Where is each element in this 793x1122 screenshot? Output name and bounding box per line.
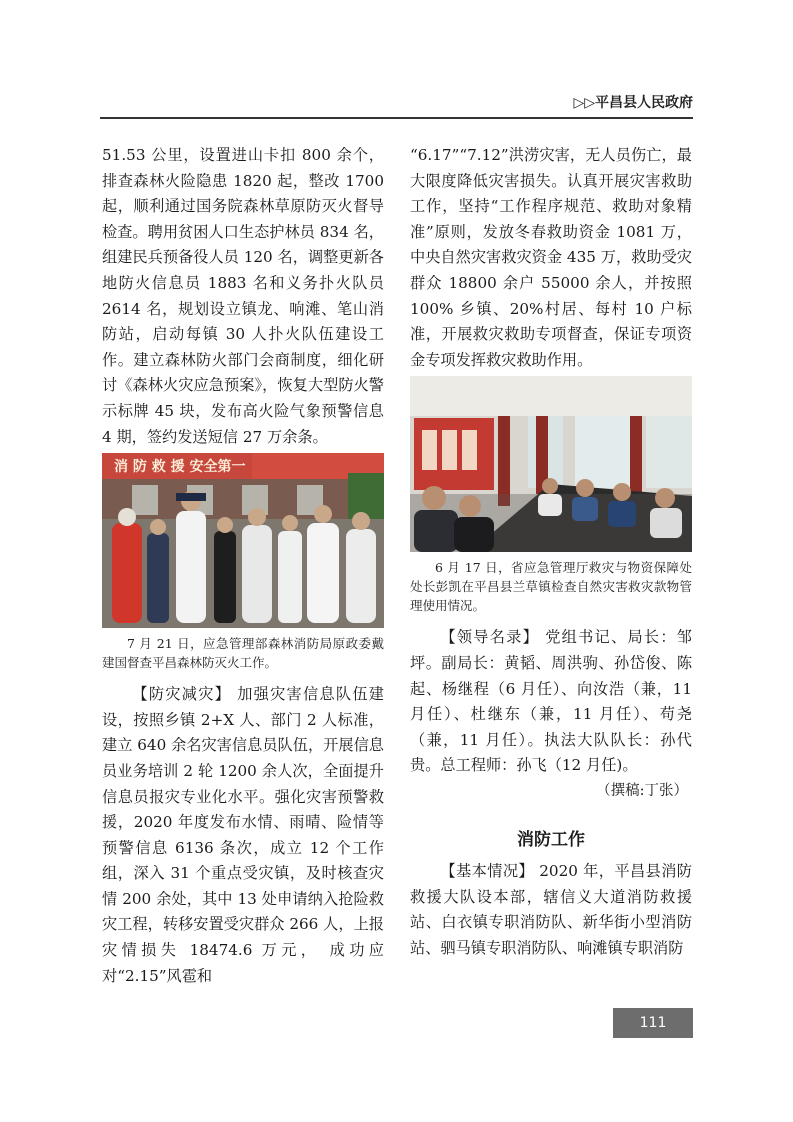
caption-fire-inspection: 7 月 21 日，应急管理部森林消防局原政委戴建国督查平昌森林防灭火工作。 [102,636,384,671]
right-column [410,143,692,961]
photo-meeting-room [410,376,692,552]
author-credit: （撰稿:丁张） [596,782,688,799]
photo-fire-inspection-image [102,453,384,628]
photo-fire-inspection [102,453,384,628]
right-paragraph-flood-relief: “6.17”“7.12”洪涝灾害，无人员伤亡，最大限度降低灾害损失。认真开展灾害救助工作，坚持“工作程序规范、救助对象精准”原则，发放冬春救助资金 1081 万，中央自然灾害救灾资金 435 万，救助受灾群众 18800 余户 55000 余人，并按照 100% 乡镇、20%村居、每村 10 户标准，开展救灾救助专项督查，保证专项资金专项发挥救灾救助作用。 [410,146,692,369]
photo-sign-text: 消 防 救 援 安全第一 [114,459,246,476]
header-title: ▷▷平昌县人民政府 [573,95,693,111]
caption-meeting-inspection: 6 月 17 日，省应急管理厅救灾与物资保障处处长彭凯在平昌县兰草镇检查自然灾害救灾款物管理使用情况。 [410,560,692,614]
left-paragraph-disaster-reduction: 【防灾减灾】 加强灾害信息队伍建设，按照乡镇 2+X 人、部门 2 人标准，建立 640 余名灾害信息员队伍，开展信息员业务培训 2 轮 1200 余人次，全面提升信息员报灾专业化水平。强化灾害预警救援，2020 年度发布水情、雨晴、险情等预警信息 6136 条次，成立 12 个工作组，深入 31 个重点受灾镇，及时核查灾情 200 余处，其中 13 处申请纳入抢险救灾工程，转移安置受灾群众 266 人，上报灾情损失 18474.6 万元， 成功应对“2.15”风雹和 [102,685,384,985]
left-paragraph-forest-fire: 51.53 公里，设置进山卡扣 800 余个，排查森林火险隐患 1820 起，整改 1700 起，顺利通过国务院森林草原防灭火督导检查。聘用贫困人口生态护林员 834 名，组建民兵预备役人员 120 名，调整更新各地防火信息员 1883 名和义务扑火队员 2614 名，规划设立镇龙、响滩、笔山消防站，启动每镇 30 人扑火队伍建设工作。建立森林防火部门会商制度，细化研讨《森林火灾应急预案》，恢复大型防火警示标牌 45 块，发布高火险气象预警信息 4 期，签约发送短信 27 万余条。 [102,146,384,446]
right-paragraph-leadership-list: 【领导名录】 党组书记、局长：邹坪。副局长：黄韬、周洪驹、孙岱俊、陈起、杨继程（6 月任）、向汝浩（兼，11 月任）、杜继东（兼，11 月任）、苟尧（兼，11 月任）。执法大队队长：孙代贵。总工程师：孙飞（12 月任)。 [410,628,692,775]
header-divider [100,117,693,119]
left-column [102,143,384,989]
page-number: 111 [613,1008,693,1038]
photo-meeting-room-image [410,376,692,552]
section-title-fire-work: 消防工作 [517,829,585,850]
right-paragraph-basic-situation: 【基本情况】 2020 年，平昌县消防救援大队设本部，辖信义大道消防救援站、白衣镇专职消防队、新华街小型消防站、驷马镇专职消防队、响滩镇专职消防 [410,861,692,957]
